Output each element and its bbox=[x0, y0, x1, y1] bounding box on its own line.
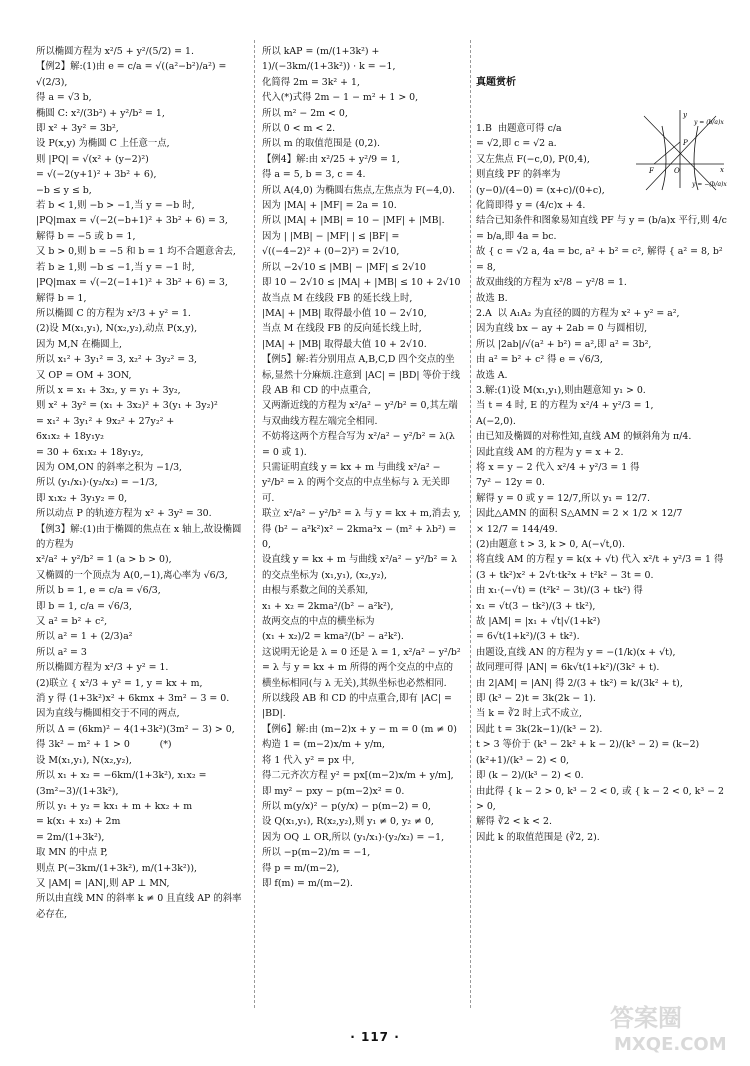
solution-line: 又 |AM| = |AN|,则 AP ⊥ MN, bbox=[36, 877, 170, 889]
solution-line: 【例2】解:(1)由 e = c/a = √((a²−b²)/a²) = √(2/3), bbox=[36, 61, 230, 88]
solution-line: 当点 M 在线段 FB 的反向延长线上时, bbox=[262, 323, 422, 335]
solution-line: 故 |AM| = |x₁ + √t|√(1+k²) bbox=[476, 616, 601, 628]
solution-line: 由此得 { k − 2 > 0, k³ − 2 < 0, 或 { k − 2 < 0, k³ − 2 > 0, bbox=[476, 785, 727, 812]
solution-line: 因为直线与椭圆相交于不同的两点, bbox=[36, 708, 180, 720]
solution-line: x₁ + x₂ = 2kma²/(b² − a²k²), bbox=[262, 600, 394, 612]
graph-label-asymptote-negative: y = −(b/a)x bbox=[692, 180, 727, 188]
solution-line: 故双曲线的方程为 x²/8 − y²/8 = 1. bbox=[476, 277, 627, 289]
graph-label-p: P bbox=[683, 138, 688, 147]
solution-line: 若 b ≥ 1,则 −b ≤ −1,当 y = −1 时, bbox=[36, 261, 195, 273]
solution-line: 则 |PQ| = √(x² + (y−2)²) bbox=[36, 153, 149, 165]
watermark-logo bbox=[606, 998, 736, 1056]
solution-line: (2)联立 { x²/3 + y² = 1, y = kx + m, bbox=[36, 677, 203, 689]
solution-line: 若 b < 1,则 −b > −1,当 y = −b 时, bbox=[36, 200, 195, 212]
solution-line: 由 x₁·(−√t) = (t²k² − 3t)/(3 + tk²) 得 bbox=[476, 585, 643, 597]
solution-line: (2)由题意 t > 3, k > 0, A(−√t,0). bbox=[476, 539, 625, 550]
solution-line: 即 x₁x₂ + 3y₁y₂ = 0, bbox=[36, 492, 128, 504]
solution-line: 所以动点 P 的轨迹方程为 x² + 3y² = 30. bbox=[36, 508, 212, 520]
solution-line: 故当点 M 在线段 FB 的延长线上时, bbox=[262, 292, 413, 304]
solution-line: 即 (k³ − 2)t = 3k(2k − 1). bbox=[476, 693, 596, 705]
solution-line: 所以由直线 MN 的斜率 k ≠ 0 且直线 AP 的斜率必存在, bbox=[36, 893, 242, 920]
solution-line: = √2,即 c = √2 a. bbox=[476, 138, 557, 150]
solution-line: 设 P(x,y) 为椭圆 C 上任意一点, bbox=[36, 138, 170, 150]
solution-line: |MA| + |MB| 取得最大值 10 + 2√10. bbox=[262, 338, 427, 350]
solution-line: 设直线 y = kx + m 与曲线 x²/a² − y²/b² = λ 的交点坐标为 (x₁,y₁), (x₂,y₂), bbox=[262, 554, 461, 581]
solution-line: 消 y 得 (1+3k²)x² + 6kmx + 3m² − 3 = 0. bbox=[36, 693, 230, 705]
solution-line: 故 { c = √2 a, 4a = bc, a² + b² = c², 解得 { a² = 8, b² = 8, bbox=[476, 246, 726, 273]
solution-line: 所以 |2ab|/√(a² + b²) = a²,即 a² = 3b², bbox=[476, 338, 652, 350]
solution-line: 【例3】解:(1)由于椭圆的焦点在 x 轴上,故设椭圆的方程为 bbox=[36, 523, 242, 550]
solution-line: = 6√t(1+k²)/(3 + tk²). bbox=[476, 631, 580, 643]
graph-label-asymptote-positive: y = (b/a)x bbox=[694, 118, 724, 126]
solution-line: 【例6】解:由 (m−2)x + y − m = 0 (m ≠ 0) 构造 1 = (m−2)x/m + y/m, bbox=[262, 723, 460, 751]
line-pf bbox=[654, 142, 680, 164]
solution-line: 又 OP = OM + 3ON, bbox=[36, 369, 132, 381]
solution-line: 故两交点的中点的横坐标为 bbox=[262, 616, 375, 628]
solution-line: 即 10 − 2√10 ≤ |MA| + |MB| ≤ 10 + 2√10 bbox=[262, 277, 461, 289]
graph-label-f: F bbox=[649, 166, 654, 175]
solution-column-1 bbox=[36, 44, 248, 1016]
solution-line: 所以 Δ = (6km)² − 4(1+3k²)(3m² − 3) > 0, bbox=[36, 723, 235, 735]
solution-line: 因此 k 的取值范围是 (∛2, 2). bbox=[476, 831, 600, 843]
solution-line: 解得 ∛2 < k < 2. bbox=[476, 816, 552, 828]
solution-line: 所以椭圆方程为 x²/5 + y²/(5/2) = 1. bbox=[36, 46, 194, 57]
solution-line: 【例4】解:由 x²/25 + y²/9 = 1, bbox=[262, 153, 400, 165]
solution-line: 将 x = y − 2 代入 x²/4 + y²/3 = 1 得 bbox=[476, 461, 640, 473]
solution-line: 得二元齐次方程 y² = px[(m−2)x/m + y/m],即 my² − pxy − p(m−2)x² = 0. bbox=[262, 770, 454, 797]
solution-line: 2.A 以 A₁A₂ 为直径的圆的方程为 x² + y² = a², bbox=[476, 307, 680, 319]
solution-line: 所以 m(y/x)² − p(y/x) − p(m−2) = 0, bbox=[262, 800, 431, 812]
solution-line: 又 b > 0,则 b = −5 和 b = 1 均不合题意舍去, bbox=[36, 246, 236, 258]
solution-line: 得 a = 5, b = 3, c = 4. bbox=[262, 169, 366, 181]
solution-line: (3 + tk²)x² + 2√t·tk²x + t²k² − 3t = 0. bbox=[476, 569, 654, 581]
solution-line: 因为 OM,ON 的斜率之积为 −1/3, bbox=[36, 461, 183, 473]
watermark-bottom-text: MXQE.COM bbox=[614, 1034, 727, 1055]
solution-line: (2)设 M(x₁,y₁), N(x₂,y₂),动点 P(x,y), bbox=[36, 323, 198, 335]
solution-line: 即 (k − 2)/(k³ − 2) < 0. bbox=[476, 770, 584, 782]
solution-line: |MA| + |MB| 取得最小值 10 − 2√10, bbox=[262, 307, 427, 319]
solution-line: 化简即得 y = (4/c)x + 4. bbox=[476, 200, 586, 212]
solution-line: 由 a² = b² + c² 得 e = √6/3, bbox=[476, 354, 603, 366]
solution-line: 得 3k² − m² + 1 > 0 (*) bbox=[36, 739, 172, 751]
solution-line: 所以 A(4,0) 为椭圆右焦点,左焦点为 F(−4,0). bbox=[262, 184, 455, 196]
solution-line: 所以 −p(m−2)/m = −1, bbox=[262, 847, 371, 859]
solution-line: 则点 P(−3km/(1+3k²), m/(1+3k²)), bbox=[36, 862, 197, 874]
solution-line: 由根与系数之间的关系知, bbox=[262, 585, 369, 597]
solution-line: 因为 M,N 在椭圆上, bbox=[36, 338, 122, 350]
solution-line: 所以椭圆方程为 x²/3 + y² = 1. bbox=[36, 662, 169, 674]
solution-line: 所以 0 < m < 2. bbox=[262, 123, 336, 135]
graph-label-y: y bbox=[683, 110, 687, 119]
solution-line: 代入(*)式得 2m − 1 − m² + 1 > 0, bbox=[262, 92, 419, 104]
solution-line: 得 a = √3 b, bbox=[36, 92, 92, 104]
solution-line: 只需证明直线 y = kx + m 与曲线 x²/a² − y²/b² = λ 的两个交点的中点坐标与 λ 无关即可. bbox=[262, 461, 450, 504]
solution-line: 所以 |MA| + |MB| = 10 − |MF| + |MB|. bbox=[262, 215, 445, 227]
solution-line: 所以 x = x₁ + 3x₂, y = y₁ + 3y₂, bbox=[36, 384, 181, 396]
solution-line: = k(x₁ + x₂) + 2m bbox=[36, 816, 121, 828]
solution-line: 取 MN 的中点 P, bbox=[36, 847, 108, 859]
watermark-top-text: 答案圈 bbox=[610, 1004, 682, 1032]
solution-line: 6x₁x₂ + 18y₁y₂ bbox=[36, 431, 104, 443]
solution-line: 所以 kAP = (m/(1+3k²) + 1)/(−3km/(1+3k²)) · k = −1, bbox=[262, 46, 396, 73]
solution-line: 结合已知条件和图象易知直线 PF 与 y = (b/a)x 平行,则 4/c = b/a,即 4a = bc. bbox=[476, 215, 730, 242]
solution-line: 又左焦点 F(−c,0), P(0,4), bbox=[476, 153, 590, 165]
solution-line: 所以 a² = 3 bbox=[36, 646, 87, 658]
solution-line: 联立 x²/a² − y²/b² = λ 与 y = kx + m,消去 y,得 (b² − a²k²)x² − 2kma²x − (m² + λb²) = 0, bbox=[262, 508, 461, 550]
solution-line: 所以线段 AB 和 CD 的中点重合,即有 |AC| = |BD|. bbox=[262, 693, 455, 720]
solution-line: 所以 a² = 1 + (2/3)a² bbox=[36, 631, 133, 643]
solution-line: 又 a² = b² + c², bbox=[36, 616, 108, 628]
solution-line: |PQ|max = √(−2(−1+1)² + 3b² + 6) = 3, bbox=[36, 277, 228, 289]
solution-line: 解得 b = 1, bbox=[36, 292, 87, 304]
solution-line: 因此 t = 3k(2k−1)/(k³ − 2). bbox=[476, 723, 603, 735]
solution-line: 当 t = 4 时, E 的方程为 x²/4 + y²/3 = 1, bbox=[476, 400, 654, 412]
solution-line: 将直线 AM 的方程 y = k(x + √t) 代入 x²/t + y²/3 = 1 得 bbox=[476, 554, 724, 566]
solution-line: 故同理可得 |AN| = 6k√t(1+k²)/(3k² + t). bbox=[476, 662, 660, 674]
solution-line: 故选 B. bbox=[476, 292, 508, 304]
solution-line: (x₁ + x₂)/2 = kma²/(b² − a²k²). bbox=[262, 631, 404, 643]
solution-line: 因为 | |MB| − |MF| | ≤ |BF| = bbox=[262, 230, 400, 242]
solution-line: 设 M(x₁,y₁), N(x₂,y₂), bbox=[36, 754, 132, 766]
solution-line: 【例5】解:若分别用点 A,B,C,D 四个交点的坐标,显然十分麻烦.注意到 |AC| = |BD| 等价于线段 AB 和 CD 的中点重合, bbox=[262, 354, 460, 396]
solution-line: √((−4−2)² + (0−2)²) = 2√10, bbox=[262, 246, 400, 258]
solution-line: 因此△AMN 的面积 S△AMN = 2 × 1/2 × 12/7 bbox=[476, 508, 683, 520]
solution-line: 这说明无论是 λ = 0 还是 λ = 1, x²/a² − y²/b² = λ 与 y = kx + m 所得的两个交点的中点的横坐标相同(与 λ 无关),其纵坐标也必然相同. bbox=[262, 646, 464, 689]
solution-line: |PQ|max = √(−2(−b+1)² + 3b² + 6) = 3, bbox=[36, 215, 228, 227]
column-divider bbox=[470, 40, 471, 1008]
solution-line: 故选 A. bbox=[476, 369, 508, 381]
section-heading: 真题赏析 bbox=[476, 76, 516, 88]
solution-column-2 bbox=[262, 44, 462, 1016]
solution-line: = √(−2(y+1)² + 3b² + 6), bbox=[36, 169, 157, 181]
solution-line: 因为 OQ ⊥ OR,所以 (y₁/x₁)·(y₂/x₂) = −1, bbox=[262, 831, 445, 843]
solution-line: x₁ = √t(3 − tk²)/(3 + tk²), bbox=[476, 600, 596, 612]
solution-line: 因为 |MA| + |MF| = 2a = 10. bbox=[262, 200, 397, 212]
solution-line: = 2m/(1+3k²), bbox=[36, 831, 105, 843]
solution-line: 由题设,直线 AN 的方程为 y = −(1/k)(x + √t), bbox=[476, 646, 676, 658]
page-number: · 117 · bbox=[350, 1030, 400, 1044]
solution-line: 即 b = 1, c/a = √6/3, bbox=[36, 600, 132, 612]
hyperbola-graph bbox=[632, 106, 728, 192]
solution-line: 则 x² + 3y² = (x₁ + 3x₂)² + 3(y₁ + 3y₂)² bbox=[36, 400, 218, 412]
solution-line: 所以 y₁ + y₂ = kx₁ + m + kx₂ + m bbox=[36, 800, 193, 812]
solution-line: × 12/7 = 144/49. bbox=[476, 523, 558, 535]
solution-line: 所以 b = 1, e = c/a = √6/3, bbox=[36, 585, 161, 597]
solution-line: A(−2,0). bbox=[476, 415, 516, 427]
solution-line: 1.B 由题意可得 c/a bbox=[476, 123, 562, 135]
graph-label-x: x bbox=[720, 165, 724, 174]
solution-line: 所以 −2√10 ≤ |MB| − |MF| ≤ 2√10 bbox=[262, 261, 426, 273]
solution-line: (y−0)/(4−0) = (x+c)/(0+c), bbox=[476, 184, 605, 196]
solution-line: 设 Q(x₁,y₁), R(x₂,y₂),则 y₁ ≠ 0, y₂ ≠ 0, bbox=[262, 816, 434, 828]
solution-line: 化简得 2m = 3k² + 1, bbox=[262, 76, 360, 88]
solution-line: 所以 m² − 2m < 0, bbox=[262, 107, 348, 119]
solution-line: −b ≤ y ≤ b, bbox=[36, 184, 92, 196]
solution-line: 因此直线 AM 的方程为 y = x + 2. bbox=[476, 446, 624, 458]
solution-line: 3.解:(1)设 M(x₁,y₁),则由题意知 y₁ > 0. bbox=[476, 384, 646, 396]
solution-column-3 bbox=[476, 44, 728, 1016]
solution-line: 不妨将这两个方程合写为 x²/a² − y²/b² = λ(λ = 0 或 1). bbox=[262, 431, 458, 458]
solution-line: 所以 x₁² + 3y₁² = 3, x₂² + 3y₂² = 3, bbox=[36, 354, 198, 366]
solution-line: 由 2|AM| = |AN| 得 2/(3 + tk²) = k/(3k² + t), bbox=[476, 677, 683, 689]
solution-line: 得 p = m/(m−2), bbox=[262, 862, 340, 874]
graph-label-o: O bbox=[674, 166, 680, 175]
column-divider bbox=[254, 40, 255, 1008]
solution-line: 7y² − 12y = 0. bbox=[476, 477, 545, 489]
solution-line: 将 1 代入 y² = px 中, bbox=[262, 754, 355, 766]
solution-line: 由已知及椭圆的对称性知,直线 AM 的倾斜角为 π/4. bbox=[476, 431, 692, 443]
solution-line: 解得 b = −5 或 b = 1, bbox=[36, 230, 136, 242]
solution-line: 所以 (y₁/x₁)·(y₂/x₂) = −1/3, bbox=[36, 477, 158, 489]
solution-line: 因为直线 bx − ay + 2ab = 0 与圆相切, bbox=[476, 323, 648, 335]
solution-line: 所以椭圆 C 的方程为 x²/3 + y² = 1. bbox=[36, 307, 191, 319]
solution-line: 即 x² + 3y² = 3b², bbox=[36, 123, 119, 135]
solution-line: 又椭圆的一个顶点为 A(0,−1),离心率为 √6/3, bbox=[36, 569, 228, 581]
solution-line: 所以 x₁ + x₂ = −6km/(1+3k²), x₁x₂ = (3m²−3)/(1+3k²), bbox=[36, 770, 210, 797]
solution-line: 则直线 PF 的斜率为 bbox=[476, 169, 561, 181]
solution-line: 解得 y = 0 或 y = 12/7,所以 y₁ = 12/7. bbox=[476, 492, 650, 504]
solution-line: x²/a² + y²/b² = 1 (a > b > 0), bbox=[36, 554, 172, 566]
solution-line: = x₁² + 3y₁² + 9x₂² + 27y₂² + bbox=[36, 415, 175, 427]
solution-line: 椭圆 C: x²/(3b²) + y²/b² = 1, bbox=[36, 107, 165, 119]
solution-line: = 30 + 6x₁x₂ + 18y₁y₂, bbox=[36, 446, 144, 458]
solution-line: t > 3 等价于 (k³ − 2k² + k − 2)/(k³ − 2) = (k−2)(k²+1)/(k³ − 2) < 0, bbox=[476, 739, 700, 766]
solution-line: 所以 m 的取值范围是 (0,2). bbox=[262, 138, 381, 150]
solution-line: 即 f(m) = m/(m−2). bbox=[262, 877, 353, 889]
solution-line: 当 k = ∛2 时上式不成立, bbox=[476, 708, 583, 720]
solution-line: 又两渐近线的方程为 x²/a² − y²/b² = 0,其左端与双曲线方程左端完全相同. bbox=[262, 400, 458, 427]
